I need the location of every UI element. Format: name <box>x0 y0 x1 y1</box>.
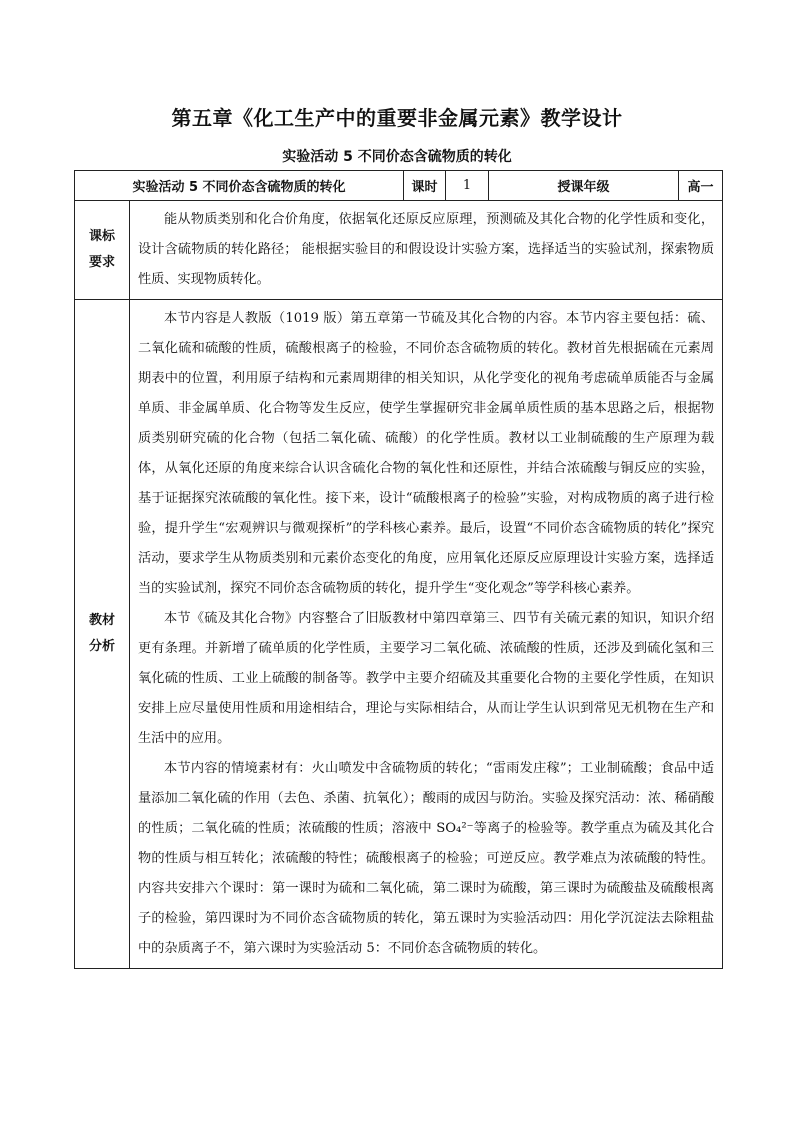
lesson-plan-table <box>74 170 723 969</box>
grade-label: 授课年级 <box>489 171 679 201</box>
analysis-paragraph: 本节内容的情境素材有：火山喷发中含硫物质的转化；“雷雨发庄稼”；工业制硫酸；食品中适量添加二氧化硫的作用（去色、杀菌、抗氧化）；酸雨的成因与防治。实验及探究活动：浓、稀硝酸的性质；二氧化硫的性质；浓硫酸的性质；溶液中 SO₄²⁻等离子的检验等。教学重点为硫及其化合物的性质与相互转化；浓硫酸的特性；硫酸根离子的检验；可逆反应。教学难点为浓硫酸的特性。内容共安排六个课时：第一课时为硫和二氧化硫，第二课时为硫酸，第三课时为硫酸盐及硫酸根离子的检验，第四课时为不同价态含硫物质的转化，第五课时为实验活动四：用化学沉淀法去除粗盐中的杂质离子不，第六课时为实验活动 5：不同价态含硫物质的转化。 <box>138 761 715 956</box>
standards-text: 能从物质类别和化合价角度，依据氧化还原反应原理，预测硫及其化合物的化学性质和变化，设计含硫物质的转化路径； 能根据实验目的和假设设计实验方案，选择适当的实验试剂，探索物质性质、实现物质转化。 <box>138 212 715 287</box>
page-title: 第五章《化工生产中的重要非金属元素》教学设计 <box>171 106 623 130</box>
standards-row <box>75 201 723 300</box>
standards-content <box>130 201 723 300</box>
analysis-label-line1: 教材 <box>88 613 115 628</box>
analysis-content <box>130 300 723 969</box>
standards-label-line2: 要求 <box>88 255 115 270</box>
header-row <box>75 171 723 201</box>
activity-title-cell: 实验活动 5 不同价态含硫物质的转化 <box>75 171 404 201</box>
standards-label <box>75 201 130 300</box>
analysis-label <box>75 300 130 969</box>
analysis-row <box>75 300 723 969</box>
analysis-label-line2: 分析 <box>88 639 115 654</box>
analysis-paragraph: 本节内容是人教版（1019 版）第五章第一节硫及其化合物的内容。本节内容主要包括：硫、二氧化硫和硫酸的性质，硫酸根离子的检验，不同价态含硫物质的转化。教材首先根据硫在元素周期表中的位置，利用原子结构和元素周期律的相关知识，从化学变化的视角考虑硫单质能否与金属单质、非金属单质、化合物等发生反应，使学生掌握研究非金属单质性质的基本思路之后，根据物质类别研究硫的化合物（包括二氧化硫、硫酸）的化学性质。教材以工业制硫酸的生产原理为载体，从氧化还原的角度来综合认识含硫化合物的氧化性和还原性，并结合浓硫酸与铜反应的实验，基于证据探究浓硫酸的氧化性。接下来，设计“硫酸根离子的检验”实验，对构成物质的离子进行检验，提升学生“宏观辨识与微观探析”的学科核心素养。最后，设置“不同价态含硫物质的转化”探究活动，要求学生从物质类别和元素价态变化的角度，应用氧化还原反应原理设计实验方案，选择适当的实验试剂，探究不同价态含硫物质的转化，提升学生“变化观念”等学科核心素养。 <box>138 311 715 596</box>
page-subtitle: 实验活动 5 不同价态含硫物质的转化 <box>282 149 512 165</box>
period-value: 1 <box>446 171 489 201</box>
standards-label-line1: 课标 <box>88 229 115 244</box>
grade-value: 高一 <box>679 171 723 201</box>
analysis-paragraph: 本节《硫及其化合物》内容整合了旧版教材中第四章第三、四节有关硫元素的知识，知识介绍更有条理。并新增了硫单质的化学性质，主要学习二氧化硫、浓硫酸的性质，还涉及到硫化氢和三氧化硫的性质、工业上硫酸的制备等。教学中主要介绍硫及其重要化合物的主要化学性质，在知识安排上应尽量使用性质和用途相结合，理论与实际相结合，从而让学生认识到常见无机物在生产和生活中的应用。 <box>138 611 715 746</box>
period-label: 课时 <box>404 171 446 201</box>
